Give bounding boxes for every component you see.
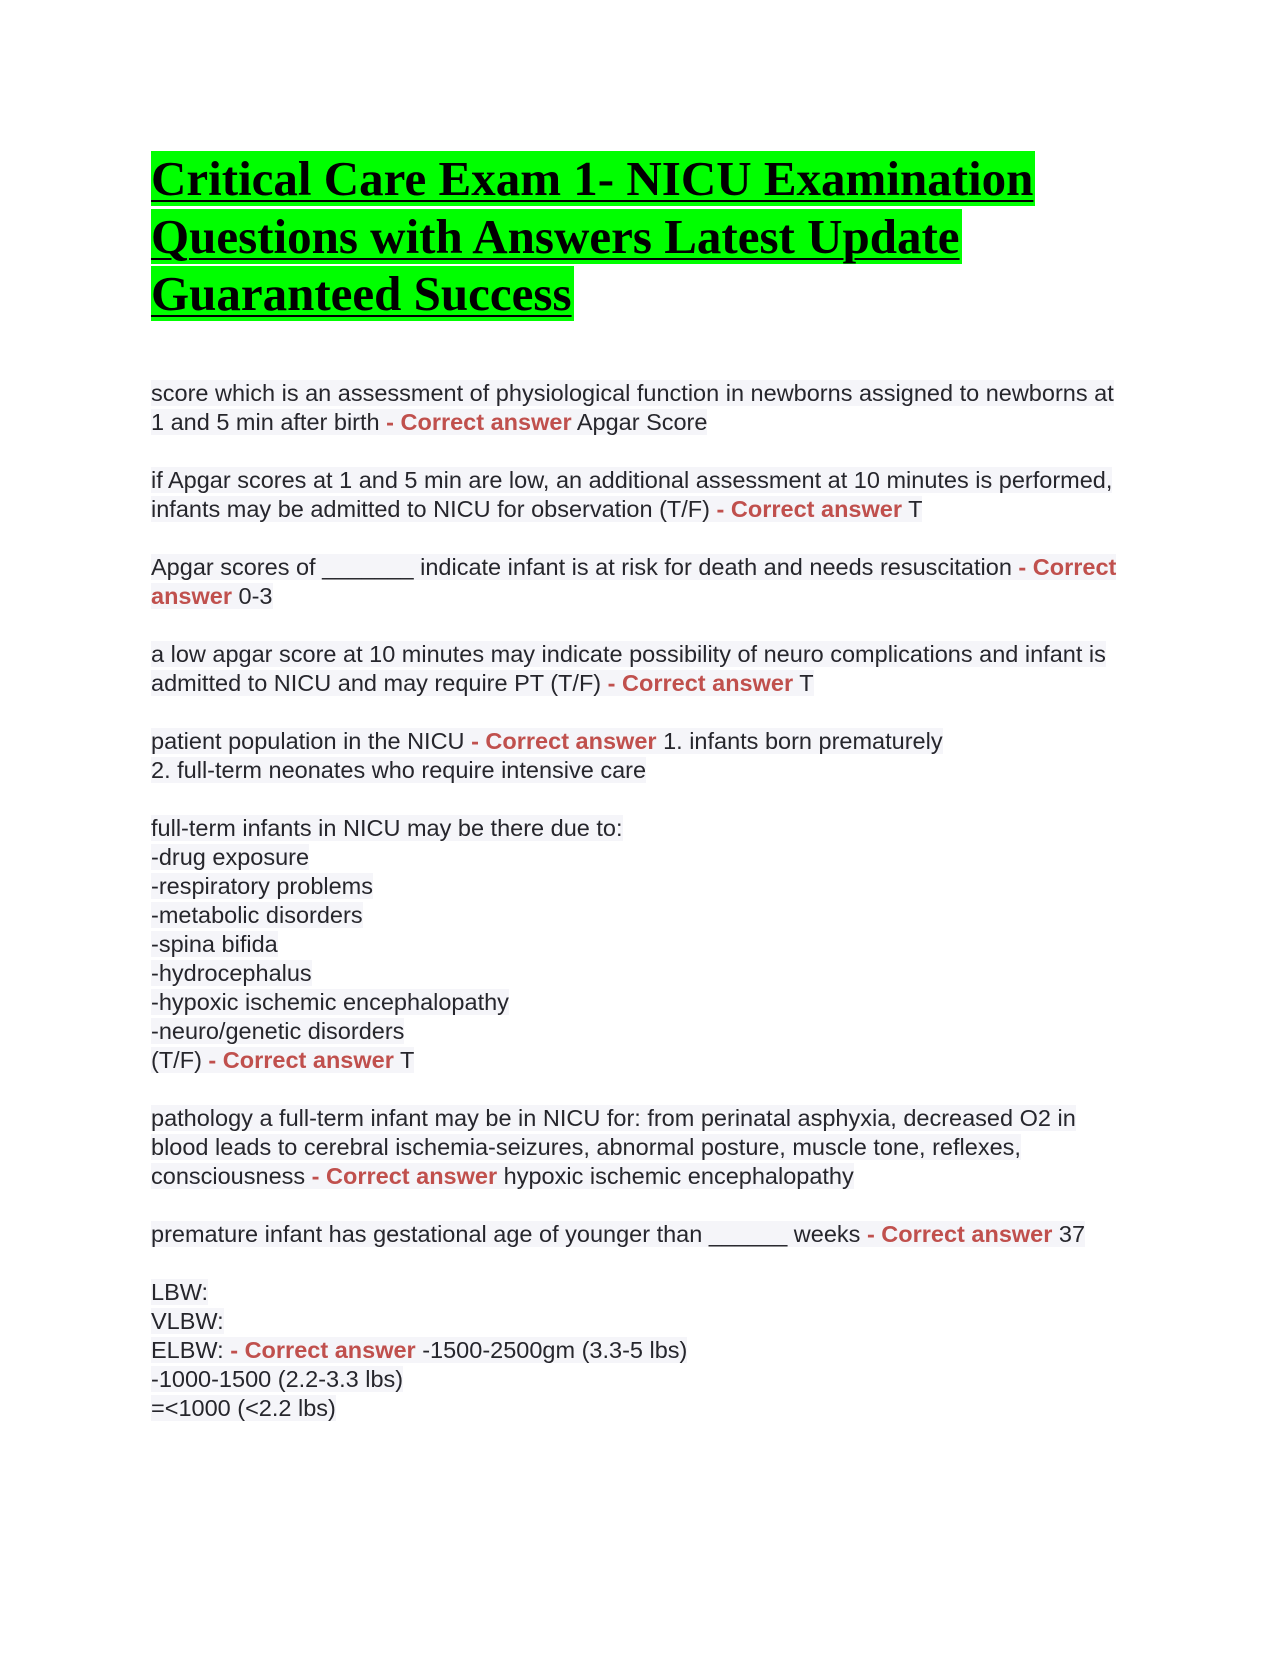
answer-text: Apgar Score bbox=[576, 408, 708, 435]
answer-text: 0-3 bbox=[238, 582, 273, 609]
correct-answer-label: - Correct answer bbox=[607, 669, 794, 696]
document-title-highlight: Critical Care Exam 1- NICU Examination Questions with Answers Latest Update Guaranteed Success bbox=[151, 151, 1034, 321]
qa-item bbox=[151, 814, 1131, 1075]
answer-text: 37 bbox=[1058, 1220, 1086, 1247]
qa-item bbox=[151, 466, 1131, 524]
qa-list bbox=[151, 379, 1131, 1423]
qa-item bbox=[151, 640, 1131, 698]
qa-item bbox=[151, 379, 1131, 437]
qa-item bbox=[151, 553, 1131, 611]
answer-text: T bbox=[908, 495, 923, 522]
answer-text: 1. infants born prematurely 2. full-term neonates who require intensive care bbox=[151, 727, 943, 783]
document-page bbox=[151, 150, 1131, 1452]
correct-answer-label: - Correct answer bbox=[471, 727, 657, 754]
correct-answer-label: - Correct answer bbox=[386, 408, 572, 435]
correct-answer-label: - Correct answer bbox=[230, 1336, 416, 1363]
answer-text: T bbox=[399, 1046, 415, 1073]
question-text: LBW: VLBW: ELBW: bbox=[151, 1278, 224, 1363]
correct-answer-label: - Correct answer bbox=[151, 553, 1117, 609]
answer-text: -1500-2500gm (3.3-5 lbs) -1000-1500 (2.2-3.3 lbs) =<1000 (<2.2 lbs) bbox=[151, 1336, 688, 1421]
correct-answer-label: - Correct answer bbox=[866, 1220, 1053, 1247]
question-text: score which is an assessment of physiological function in newborns assigned to newborns at 1 and 5 min after birth bbox=[151, 379, 1114, 435]
correct-answer-label: - Correct answer bbox=[208, 1046, 394, 1073]
question-text: premature infant has gestational age of younger than ______ weeks bbox=[151, 1220, 861, 1247]
question-text: pathology a full-term infant may be in NICU for: from perinatal asphyxia, decreased O2 in blood leads to cerebral ischemia-seizures, abnormal posture, muscle tone, reflexes, consciousness bbox=[151, 1104, 1076, 1189]
question-text: Apgar scores of _______ indicate infant is at risk for death and needs resuscitation bbox=[151, 553, 1012, 580]
question-text: patient population in the NICU bbox=[151, 727, 465, 754]
qa-item bbox=[151, 1278, 1131, 1423]
question-text: if Apgar scores at 1 and 5 min are low, an additional assessment at 10 minutes is performed, infants may be admitted to NICU for observation (T/F) bbox=[151, 466, 1113, 522]
qa-item bbox=[151, 1220, 1131, 1249]
qa-item bbox=[151, 1104, 1131, 1191]
answer-text: T bbox=[799, 669, 814, 696]
qa-item bbox=[151, 727, 1131, 785]
question-text: full-term infants in NICU may be there due to: -drug exposure -respiratory problems -metabolic disorders -spina bifida -hydrocephalus -hypoxic ischemic encephalopathy -neuro/genetic disorders (T/F) bbox=[151, 814, 623, 1073]
document-title bbox=[151, 150, 1131, 323]
answer-text: hypoxic ischemic encephalopathy bbox=[503, 1162, 854, 1189]
question-text: a low apgar score at 10 minutes may indicate possibility of neuro complications and infant is admitted to NICU and may require PT (T/F) bbox=[151, 640, 1106, 696]
correct-answer-label: - Correct answer bbox=[716, 495, 902, 522]
correct-answer-label: - Correct answer bbox=[311, 1162, 498, 1189]
